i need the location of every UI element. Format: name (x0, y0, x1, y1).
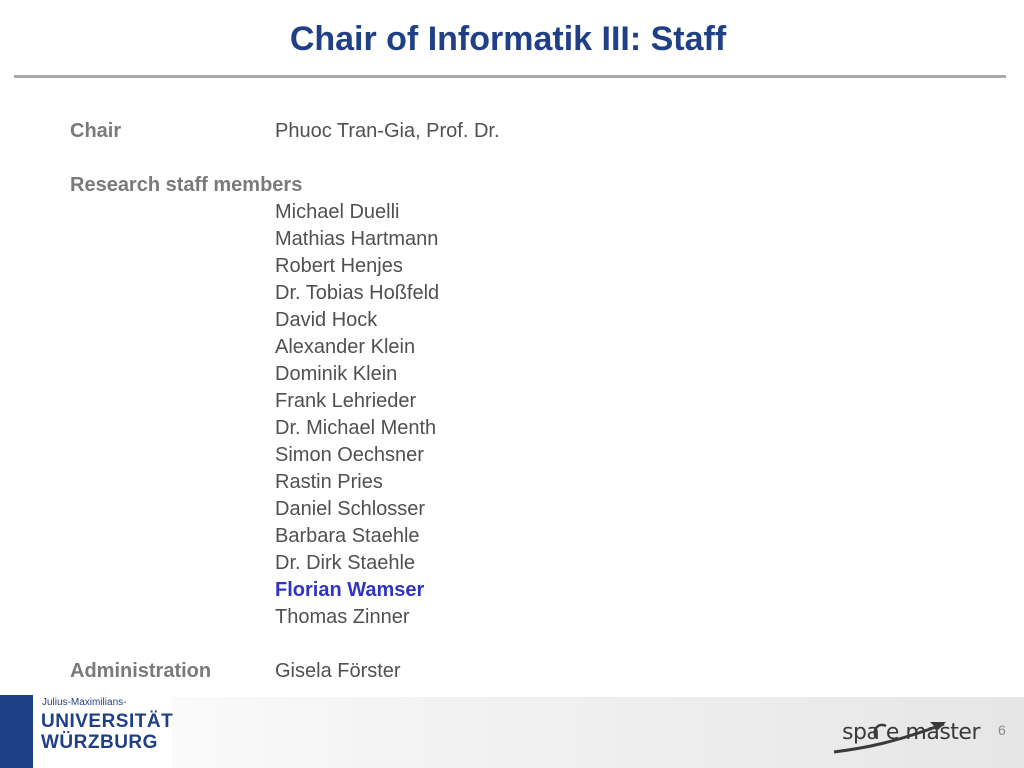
staff-member: Daniel Schlosser (275, 498, 426, 520)
staff-member: Rastin Pries (275, 471, 383, 493)
staff-member: David Hock (275, 309, 378, 331)
staff-member: Dr. Dirk Staehle (275, 552, 416, 574)
staff-member-highlighted: Florian Wamser (275, 579, 425, 601)
administration-label: Administration (70, 660, 212, 682)
page-number: 6 (998, 722, 1006, 738)
administration-name: Gisela Förster (275, 660, 401, 682)
chair-label: Chair (70, 120, 122, 142)
research-staff-label: Research staff members (70, 174, 303, 196)
staff-member: Robert Henjes (275, 255, 403, 277)
staff-member: Dominik Klein (275, 363, 398, 385)
staff-member: Dr. Tobias Hoßfeld (275, 282, 440, 304)
logo-line-2: WÜRZBURG (41, 732, 158, 753)
staff-member: Alexander Klein (275, 336, 416, 358)
staff-member: Simon Oechsner (275, 444, 424, 466)
university-logo (0, 695, 172, 768)
logo-line-top: Julius-Maximilians- (42, 697, 127, 708)
logo-bar (0, 695, 33, 768)
space-master-text: spa e master (842, 720, 981, 745)
staff-member: Michael Duelli (275, 201, 400, 223)
staff-member: Thomas Zinner (275, 606, 410, 628)
logo-line-1: UNIVERSITÄT (41, 711, 174, 732)
space-master-logo (826, 712, 981, 760)
staff-member: Dr. Michael Menth (275, 417, 437, 439)
chair-name: Phuoc Tran-Gia, Prof. Dr. (275, 120, 500, 142)
slide-title: Chair of Informatik III: Staff (289, 20, 727, 58)
staff-member: Mathias Hartmann (275, 228, 439, 250)
staff-member: Barbara Staehle (275, 525, 420, 547)
staff-member: Frank Lehrieder (275, 390, 417, 412)
